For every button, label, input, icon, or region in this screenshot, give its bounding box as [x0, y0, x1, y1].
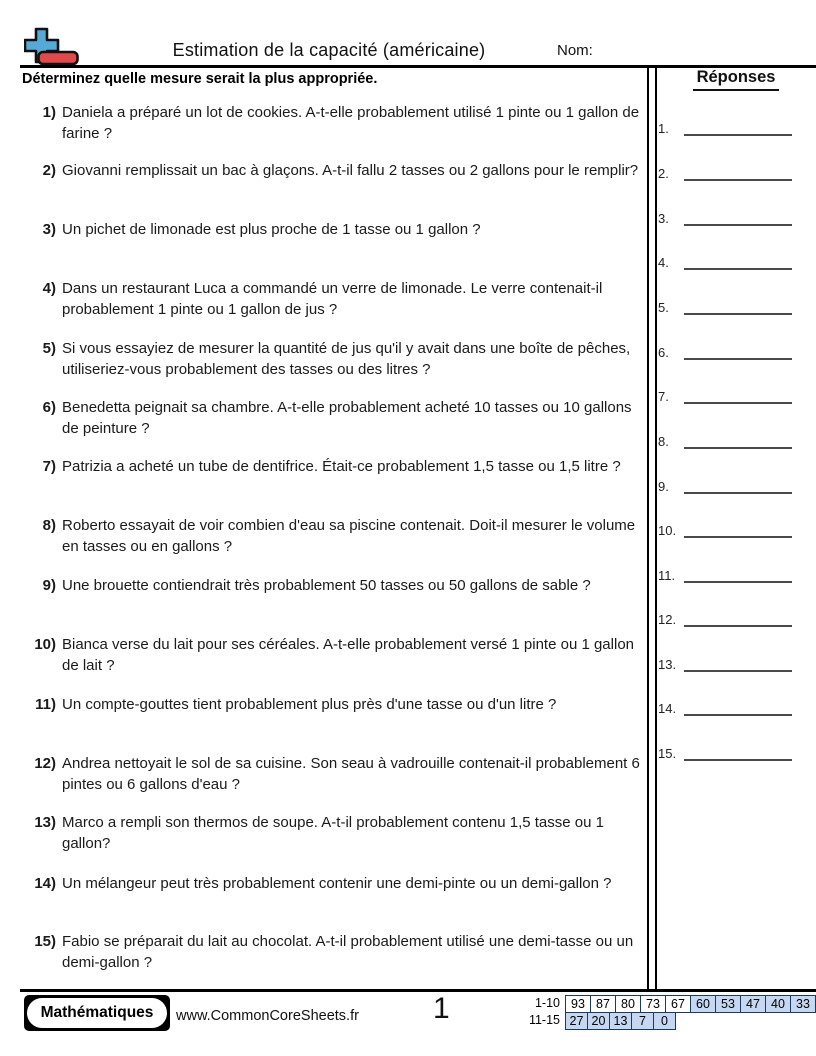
answer-number: 7.: [658, 389, 669, 404]
answer-number: 1.: [658, 121, 669, 136]
answer-blank-line[interactable]: [684, 338, 792, 360]
answer-blank-line[interactable]: [684, 694, 792, 716]
subject-badge-label: Mathématiques: [27, 998, 167, 1028]
answer-number: 5.: [658, 300, 669, 315]
score-cell: 27: [565, 1012, 588, 1030]
answer-number: 13.: [658, 657, 677, 672]
answer-slot: [658, 340, 792, 360]
instruction-text: Déterminez quelle mesure serait la plus appropriée.: [22, 71, 378, 87]
question-item: [10, 161, 650, 182]
answer-slot: [658, 384, 792, 404]
subject-badge: [24, 995, 170, 1031]
score-cell: 67: [665, 995, 691, 1013]
score-row-label: 11-15: [528, 1013, 560, 1027]
question-number: 9): [42, 577, 56, 594]
question-number: 13): [34, 814, 56, 831]
question-number: 12): [34, 755, 56, 772]
score-row-label: 1-10: [534, 996, 560, 1010]
answer-number: 9.: [658, 479, 669, 494]
question-number: 3): [42, 221, 56, 238]
question-text: Dans un restaurant Luca a commandé un verre de limonade. Le verre contenait-il probablement 1 pinte ou 1 gallon de jus ?: [62, 280, 603, 318]
question-text: Patrizia a acheté un tube de dentifrice. Était-ce probablement 1,5 tasse ou 1,5 litre ?: [62, 458, 621, 475]
question-number: 7): [42, 458, 56, 475]
answer-slot: [658, 696, 792, 716]
question-number: 1): [42, 104, 56, 121]
page-number: 1: [433, 992, 450, 1025]
answer-number: 15.: [658, 746, 677, 761]
question-item: [10, 874, 650, 895]
question-item: [10, 635, 650, 676]
answer-blank-line[interactable]: [684, 739, 792, 761]
question-text: Fabio se préparait du lait au chocolat. A-t-il probablement utilisé une demi-tasse ou un demi-gallon ?: [62, 933, 634, 971]
question-item: [10, 279, 650, 320]
question-item: [10, 457, 650, 478]
question-text: Si vous essayiez de mesurer la quantité de jus qu'il y avait dans une boîte de pêches, utiliseriez-vous probablement des tasses ou des litres ?: [62, 340, 631, 378]
question-text: Bianca verse du lait pour ses céréales. A-t-elle probablement versé 1 pinte ou 1 gallon de lait ?: [62, 636, 634, 674]
answer-number: 6.: [658, 345, 669, 360]
question-item: [10, 398, 650, 439]
question-text: Un compte-gouttes tient probablement plus près d'une tasse ou d'un litre ?: [62, 696, 557, 713]
answer-blank-line[interactable]: [684, 605, 792, 627]
question-item: [10, 932, 650, 973]
score-cell: 80: [615, 995, 641, 1013]
answer-slot: [658, 250, 792, 270]
question-item: [10, 695, 650, 716]
question-item: [10, 339, 650, 380]
answer-blank-line[interactable]: [684, 293, 792, 315]
question-text: Andrea nettoyait le sol de sa cuisine. Son seau à vadrouille contenait-il probablement 6 pintes ou 6 gallons d'eau ?: [62, 755, 640, 793]
score-cell: 93: [565, 995, 591, 1013]
question-item: [10, 813, 650, 854]
question-number: 10): [34, 636, 56, 653]
website-url: www.CommonCoreSheets.fr: [176, 1008, 359, 1024]
plus-minus-logo-icon: [24, 27, 80, 66]
answer-number: 12.: [658, 612, 677, 627]
score-table-row1: [565, 995, 816, 1013]
answer-number: 4.: [658, 255, 669, 270]
column-separator: [647, 65, 657, 991]
answer-slot: [658, 116, 792, 136]
answer-number: 10.: [658, 523, 677, 538]
question-number: 2): [42, 162, 56, 179]
score-cell: 13: [609, 1012, 632, 1030]
question-item: [10, 516, 650, 557]
answer-slot: [658, 474, 792, 494]
question-text: Roberto essayait de voir combien d'eau sa piscine contenait. Doit-il mesurer le volume en tasses ou en gallons ?: [62, 517, 636, 555]
score-cell: 7: [631, 1012, 654, 1030]
answer-blank-line[interactable]: [684, 516, 792, 538]
answer-slot: [658, 607, 792, 627]
question-number: 11): [35, 696, 56, 713]
answers-title: Réponses: [693, 68, 780, 91]
question-number: 5): [42, 340, 56, 357]
score-cell: 87: [590, 995, 616, 1013]
answer-slot: [658, 429, 792, 449]
answer-blank-line[interactable]: [684, 650, 792, 672]
page-title: Estimation de la capacité (américaine): [172, 40, 486, 60]
answer-slot: [658, 563, 792, 583]
score-table-row2: [565, 1012, 676, 1030]
question-text: Une brouette contiendrait très probablement 50 tasses ou 50 gallons de sable ?: [62, 577, 591, 594]
answer-slot: [658, 741, 792, 761]
answer-number: 14.: [658, 701, 677, 716]
score-cell: 20: [587, 1012, 610, 1030]
answer-blank-line[interactable]: [684, 204, 792, 226]
footer-divider: [20, 989, 816, 992]
answer-number: 11.: [658, 568, 676, 583]
answer-slot: [658, 206, 792, 226]
answer-blank-line[interactable]: [684, 248, 792, 270]
answer-blank-line[interactable]: [684, 427, 792, 449]
question-text: Giovanni remplissait un bac à glaçons. A-t-il fallu 2 tasses ou 2 gallons pour le remplir?: [62, 162, 639, 179]
answer-slot: [658, 161, 792, 181]
question-text: Marco a rempli son thermos de soupe. A-t-il probablement contenu 1,5 tasse ou 1 gallon?: [62, 814, 604, 852]
answer-blank-line[interactable]: [684, 472, 792, 494]
question-item: [10, 103, 650, 144]
answer-blank-line[interactable]: [684, 114, 792, 136]
answer-slot: [658, 518, 792, 538]
score-cell: 47: [740, 995, 766, 1013]
score-cell: 73: [640, 995, 666, 1013]
score-cell: 53: [715, 995, 741, 1013]
question-number: 14): [34, 875, 56, 892]
question-number: 6): [42, 399, 56, 416]
question-number: 4): [42, 280, 56, 297]
question-item: [10, 754, 650, 795]
answer-number: 2.: [658, 166, 669, 181]
name-label: Nom:: [557, 42, 593, 59]
answer-blank-line[interactable]: [684, 561, 792, 583]
answer-blank-line[interactable]: [684, 159, 792, 181]
score-cell: 40: [765, 995, 791, 1013]
question-text: Un pichet de limonade est plus proche de 1 tasse ou 1 gallon ?: [62, 221, 481, 238]
question-item: [10, 220, 650, 241]
answer-slot: [658, 652, 792, 672]
question-text: Un mélangeur peut très probablement contenir une demi-pinte ou un demi-gallon ?: [62, 875, 612, 892]
answer-blank-line[interactable]: [684, 382, 792, 404]
answer-number: 8.: [658, 434, 669, 449]
question-number: 8): [42, 517, 56, 534]
score-cell: 33: [790, 995, 816, 1013]
question-item: [10, 576, 650, 597]
answer-slot: [658, 295, 792, 315]
answers-panel-header: [660, 68, 812, 91]
question-text: Benedetta peignait sa chambre. A-t-elle probablement acheté 10 tasses ou 10 gallons de peinture ?: [62, 399, 632, 437]
score-cell: 60: [690, 995, 716, 1013]
answer-number: 3.: [658, 211, 669, 226]
question-number: 15): [34, 933, 56, 950]
score-cell: 0: [653, 1012, 676, 1030]
question-text: Daniela a préparé un lot de cookies. A-t-elle probablement utilisé 1 pinte ou 1 gallon de farine ?: [62, 104, 640, 142]
